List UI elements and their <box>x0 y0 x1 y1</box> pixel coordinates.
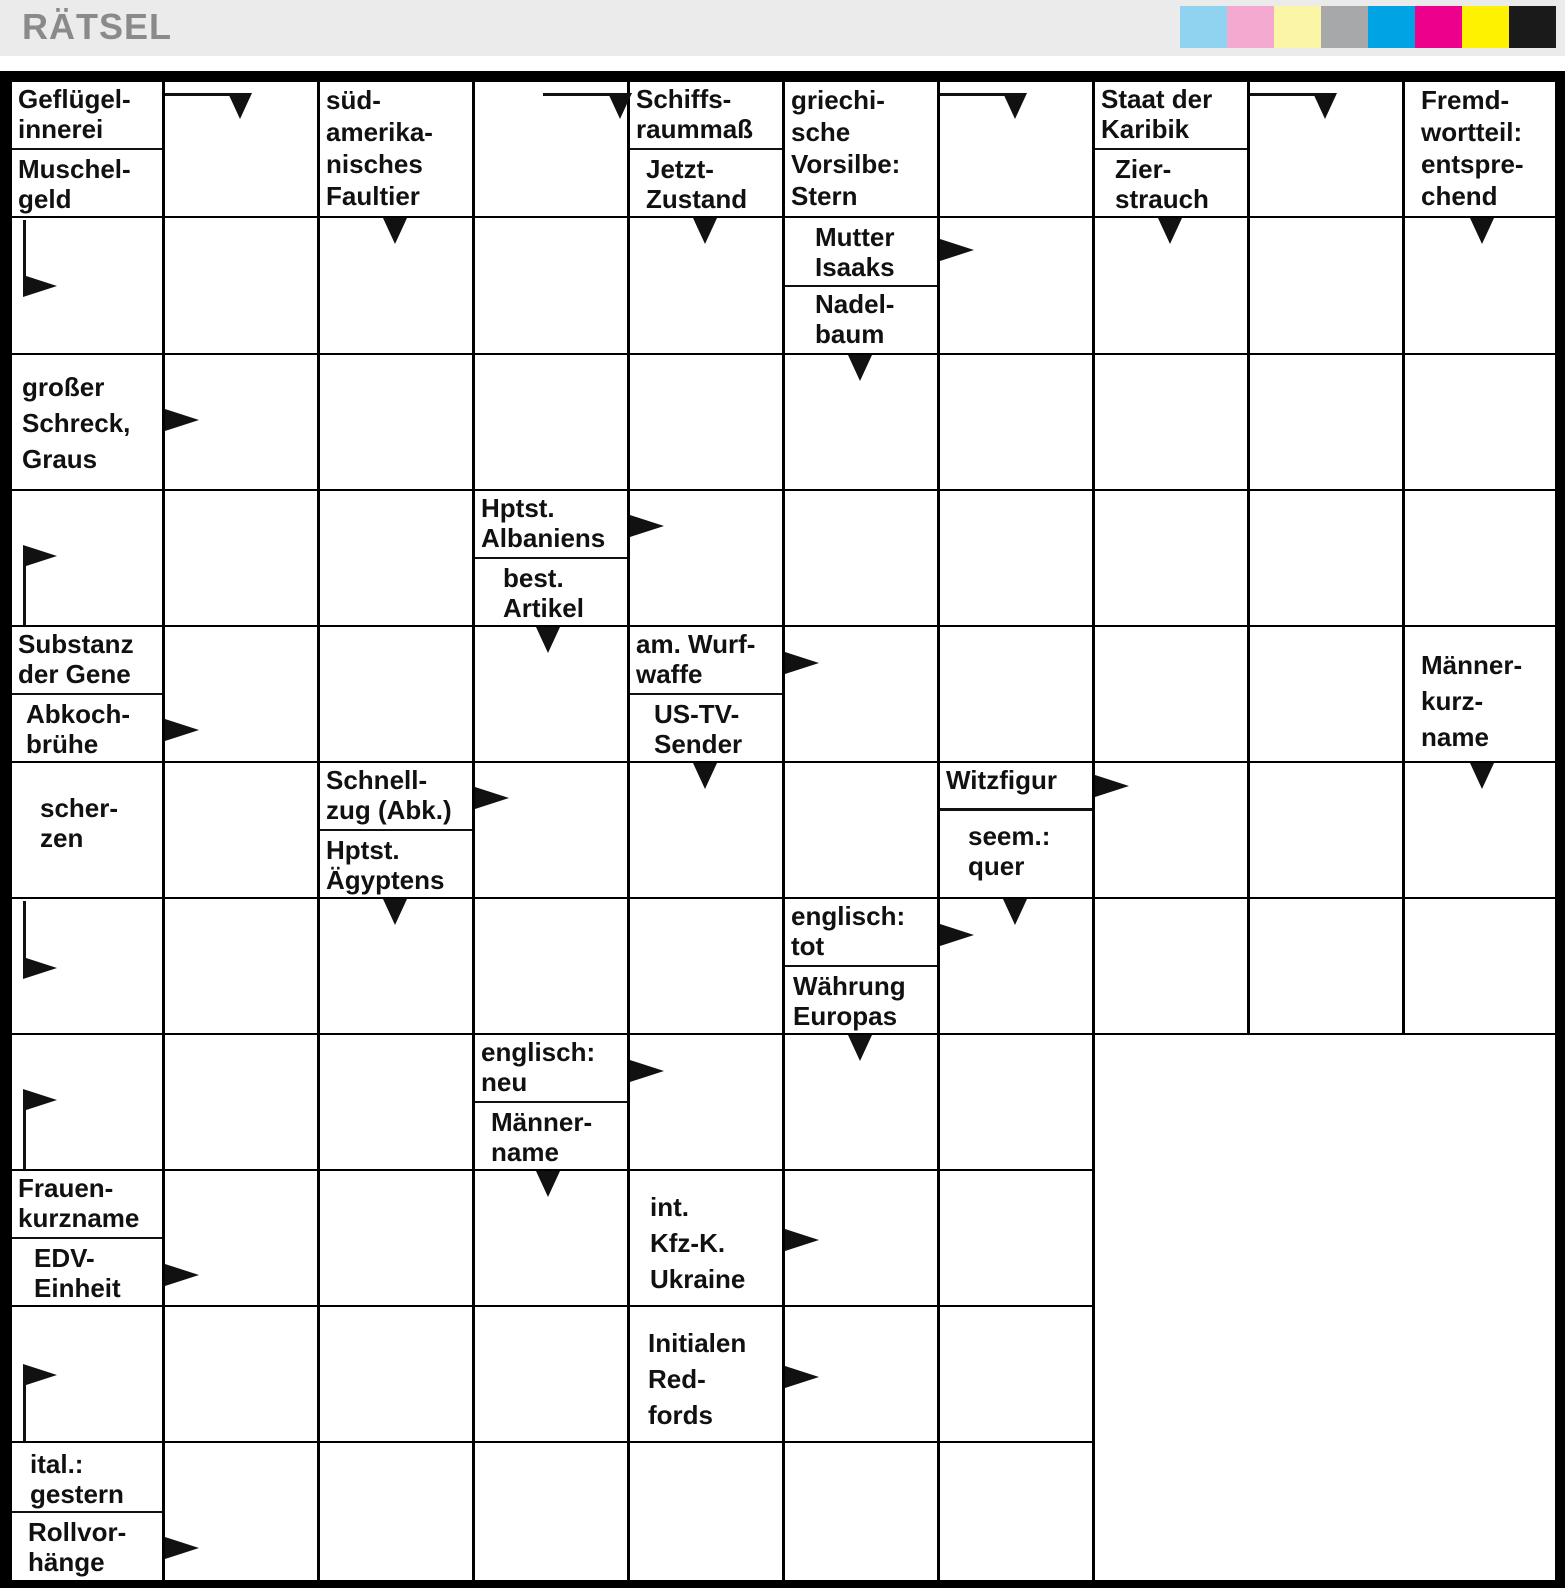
clue-text: amerika- <box>326 117 433 147</box>
down-arrow-icon <box>848 355 872 381</box>
clue-text: Abkoch- <box>26 699 130 729</box>
clue-text: Graus <box>22 444 98 474</box>
clue-text: Red- <box>648 1364 706 1394</box>
clue-text: brühe <box>26 729 99 759</box>
clue-text: Schnell- <box>326 765 428 795</box>
color-calibration-strip <box>1180 6 1556 48</box>
clue-box <box>475 559 627 625</box>
clue-text: nisches <box>326 149 423 179</box>
clue-text: Artikel <box>503 593 584 623</box>
clue-text: seem.: <box>968 821 1051 851</box>
answer-cell[interactable] <box>165 1307 317 1441</box>
clue-box <box>320 82 472 216</box>
clue-text: sche <box>791 117 851 147</box>
answer-cell[interactable] <box>785 491 937 625</box>
clue-text: englisch: <box>791 901 906 931</box>
color-swatch <box>1321 6 1368 48</box>
clue-box <box>12 695 162 761</box>
clue-text: Isaaks <box>815 252 895 282</box>
clue-text: zug (Abk.) <box>326 795 452 825</box>
answer-cell[interactable] <box>165 218 317 353</box>
color-swatch <box>1227 6 1274 48</box>
right-arrow-icon <box>785 652 819 674</box>
color-swatch <box>1509 6 1556 48</box>
answer-cell[interactable] <box>165 763 317 897</box>
answer-cell[interactable] <box>165 1035 317 1169</box>
clue-text: Europas <box>793 1001 898 1031</box>
answer-cell[interactable] <box>940 355 1092 489</box>
down-arrow-icon <box>1470 218 1494 244</box>
right-arrow-icon <box>23 1089 57 1111</box>
clue-box <box>785 218 937 285</box>
clue-text: Faultier <box>326 181 420 211</box>
answer-cell[interactable] <box>1250 899 1402 1033</box>
clue-text: Hptst. <box>326 835 400 865</box>
answer-cell[interactable] <box>940 627 1092 761</box>
answer-cell[interactable] <box>940 1443 1092 1580</box>
clue-text: Kfz-K. <box>650 1228 726 1258</box>
answer-cell[interactable] <box>320 1443 472 1580</box>
clue-box <box>12 627 162 693</box>
answer-cell[interactable] <box>785 627 937 761</box>
clue-box <box>12 1513 162 1580</box>
clue-text: Männer- <box>491 1107 593 1137</box>
clue-text: Frauen- <box>18 1173 114 1203</box>
solution-box <box>1095 1035 1555 1580</box>
answer-cell[interactable] <box>630 1443 782 1580</box>
answer-cell[interactable] <box>165 491 317 625</box>
clue-text: Ukraine <box>650 1264 746 1294</box>
clue-text: Stern <box>791 181 858 211</box>
clue-text: chend <box>1421 181 1498 211</box>
clue-box <box>1095 82 1247 148</box>
clue-box <box>1405 627 1555 761</box>
clue-box <box>12 1171 162 1237</box>
down-arrow-icon <box>228 93 252 119</box>
answer-cell[interactable] <box>1250 218 1402 353</box>
answer-cell[interactable] <box>630 899 782 1033</box>
clue-box <box>12 1443 162 1511</box>
clue-box <box>320 763 472 829</box>
clue-box <box>1405 82 1555 216</box>
clue-box <box>630 1307 782 1441</box>
down-arrow-icon <box>693 218 717 244</box>
down-arrow-icon <box>536 627 560 653</box>
clue-text: süd- <box>326 85 381 115</box>
clue-text: zen <box>40 823 84 853</box>
clue-text: Muschel- <box>18 154 131 184</box>
answer-cell[interactable] <box>320 1171 472 1305</box>
clue-text: Mutter <box>815 222 895 252</box>
right-arrow-icon <box>785 1229 819 1251</box>
color-swatch <box>1368 6 1415 48</box>
clue-text: Zustand <box>646 184 748 214</box>
clue-box <box>475 1103 627 1169</box>
answer-cell[interactable] <box>1095 355 1247 489</box>
clue-box <box>1095 150 1247 216</box>
clue-box <box>940 811 1092 897</box>
clue-text: am. Wurf- <box>636 629 756 659</box>
answer-cell[interactable] <box>1405 355 1555 489</box>
clue-text: Albaniens <box>481 523 606 553</box>
right-arrow-icon <box>165 719 199 741</box>
clue-text: geld <box>18 184 72 214</box>
answer-cell[interactable] <box>165 1443 317 1580</box>
down-arrow-icon <box>383 899 407 925</box>
answer-cell[interactable] <box>320 355 472 489</box>
answer-cell[interactable] <box>165 899 317 1033</box>
answer-cell[interactable] <box>630 1035 782 1169</box>
clue-box <box>475 1035 627 1101</box>
clue-text: Staat der <box>1101 84 1213 114</box>
clue-box <box>12 355 162 489</box>
clue-text: Fremd- <box>1421 85 1510 115</box>
clue-text: waffe <box>636 659 703 689</box>
clue-text: kurz- <box>1421 686 1484 716</box>
answer-cell[interactable] <box>475 218 627 353</box>
right-arrow-icon <box>1095 775 1129 797</box>
answer-cell[interactable] <box>475 1443 627 1580</box>
right-arrow-icon <box>165 409 199 431</box>
right-arrow-icon <box>23 1364 57 1386</box>
clue-text: kurzname <box>18 1203 140 1233</box>
right-arrow-icon <box>785 1366 819 1388</box>
answer-cell[interactable] <box>940 1171 1092 1305</box>
answer-cell[interactable] <box>1095 491 1247 625</box>
right-arrow-icon <box>630 1060 664 1082</box>
clue-box <box>630 1171 782 1305</box>
clue-box <box>475 491 627 557</box>
right-arrow-icon <box>23 957 57 979</box>
clue-box <box>940 763 1092 808</box>
right-arrow-icon <box>165 1264 199 1286</box>
down-arrow-icon <box>1470 763 1494 789</box>
answer-cell[interactable] <box>1405 491 1555 625</box>
color-swatch <box>1462 6 1509 48</box>
clue-text: tot <box>791 931 825 961</box>
clue-text: wortteil: <box>1421 117 1523 147</box>
answer-cell[interactable] <box>320 1307 472 1441</box>
clue-text: quer <box>968 851 1025 881</box>
clue-box <box>630 627 782 693</box>
answer-cell[interactable] <box>475 82 627 216</box>
clue-text: Vorsilbe: <box>791 149 901 179</box>
clue-text: Männer- <box>1421 650 1523 680</box>
answer-cell[interactable] <box>475 763 627 897</box>
clue-text: Zier- <box>1115 154 1172 184</box>
answer-cell[interactable] <box>320 1035 472 1169</box>
right-arrow-icon <box>630 515 664 537</box>
color-swatch <box>1180 6 1227 48</box>
down-arrow-icon <box>848 1035 872 1061</box>
answer-cell[interactable] <box>785 1443 937 1580</box>
answer-cell[interactable] <box>940 1307 1092 1441</box>
clue-text: int. <box>650 1192 689 1222</box>
page-title: RÄTSEL <box>22 6 172 47</box>
clue-text: Währung <box>793 971 906 1001</box>
clue-text: Rollvor- <box>28 1517 127 1547</box>
down-arrow-icon <box>536 1171 560 1197</box>
color-swatch <box>1274 6 1321 48</box>
clue-text: strauch <box>1115 184 1209 214</box>
down-arrow-icon <box>1003 899 1027 925</box>
answer-cell[interactable] <box>1250 491 1402 625</box>
answer-cell[interactable] <box>1095 627 1247 761</box>
clue-text: Sender <box>654 729 743 759</box>
answer-cell[interactable] <box>1250 763 1402 897</box>
clue-text: Substanz <box>18 629 134 659</box>
clue-box <box>12 82 162 148</box>
clue-text: raummaß <box>636 114 754 144</box>
right-arrow-icon <box>165 1537 199 1559</box>
clue-text: innerei <box>18 114 104 144</box>
right-arrow-icon <box>23 545 57 567</box>
clue-box <box>630 82 782 148</box>
clue-text: best. <box>503 563 564 593</box>
clue-text: entspre- <box>1421 149 1524 179</box>
clue-text: ital.: <box>30 1449 84 1479</box>
clue-box <box>12 763 162 897</box>
clue-text: Karibik <box>1101 114 1190 144</box>
clue-text: Schreck, <box>22 408 131 438</box>
clue-text: Schiffs- <box>636 84 732 114</box>
clue-text: Jetzt- <box>646 154 714 184</box>
answer-cell[interactable] <box>630 491 782 625</box>
answer-cell[interactable] <box>1250 355 1402 489</box>
clue-text: scher- <box>40 793 119 823</box>
right-arrow-icon <box>475 787 509 809</box>
answer-cell[interactable] <box>630 355 782 489</box>
color-swatch <box>1415 6 1462 48</box>
clue-box <box>785 287 937 353</box>
answer-cell[interactable] <box>320 627 472 761</box>
right-arrow-icon <box>940 924 974 946</box>
clue-text: der Gene <box>18 659 131 689</box>
answer-cell[interactable] <box>940 1035 1092 1169</box>
clue-text: hänge <box>28 1547 105 1577</box>
answer-cell[interactable] <box>785 763 937 897</box>
clue-text: baum <box>815 319 885 349</box>
answer-cell[interactable] <box>320 491 472 625</box>
down-arrow-icon <box>1003 93 1027 119</box>
clue-text: griechi- <box>791 85 885 115</box>
clue-text: gestern <box>30 1479 124 1509</box>
clue-text: Einheit <box>34 1273 121 1303</box>
header-bar <box>0 0 1565 56</box>
clue-text: englisch: <box>481 1037 596 1067</box>
answer-cell[interactable] <box>1250 627 1402 761</box>
clue-text: US-TV- <box>654 699 740 729</box>
clue-box <box>12 1239 162 1305</box>
clue-text: großer <box>22 372 105 402</box>
down-arrow-icon <box>608 93 632 119</box>
clue-text: name <box>1421 722 1489 752</box>
answer-cell[interactable] <box>475 899 627 1033</box>
clue-text: Nadel- <box>815 289 895 319</box>
clue-text: Witzfigur <box>946 765 1057 795</box>
down-arrow-icon <box>693 763 717 789</box>
clue-text: neu <box>481 1067 528 1097</box>
right-arrow-icon <box>940 239 974 261</box>
clue-text: EDV- <box>34 1243 95 1273</box>
clue-text: Ägyptens <box>326 865 445 895</box>
answer-cell[interactable] <box>940 491 1092 625</box>
answer-cell[interactable] <box>475 355 627 489</box>
clue-text: Geflügel- <box>18 84 131 114</box>
answer-cell[interactable] <box>1095 899 1247 1033</box>
answer-cell[interactable] <box>1405 899 1555 1033</box>
clue-box <box>630 150 782 216</box>
clue-text: fords <box>648 1400 713 1430</box>
clue-text: Initialen <box>648 1328 747 1358</box>
clue-box <box>785 967 937 1033</box>
down-arrow-icon <box>1158 218 1182 244</box>
clue-box <box>630 695 782 761</box>
clue-box <box>320 831 472 897</box>
answer-cell[interactable] <box>475 1307 627 1441</box>
clue-box <box>12 150 162 216</box>
down-arrow-icon <box>383 218 407 244</box>
clue-text: Hptst. <box>481 493 555 523</box>
clue-text: name <box>491 1137 559 1167</box>
clue-box <box>785 82 937 216</box>
right-arrow-icon <box>23 275 57 297</box>
down-arrow-icon <box>1313 93 1337 119</box>
clue-box <box>785 899 937 965</box>
